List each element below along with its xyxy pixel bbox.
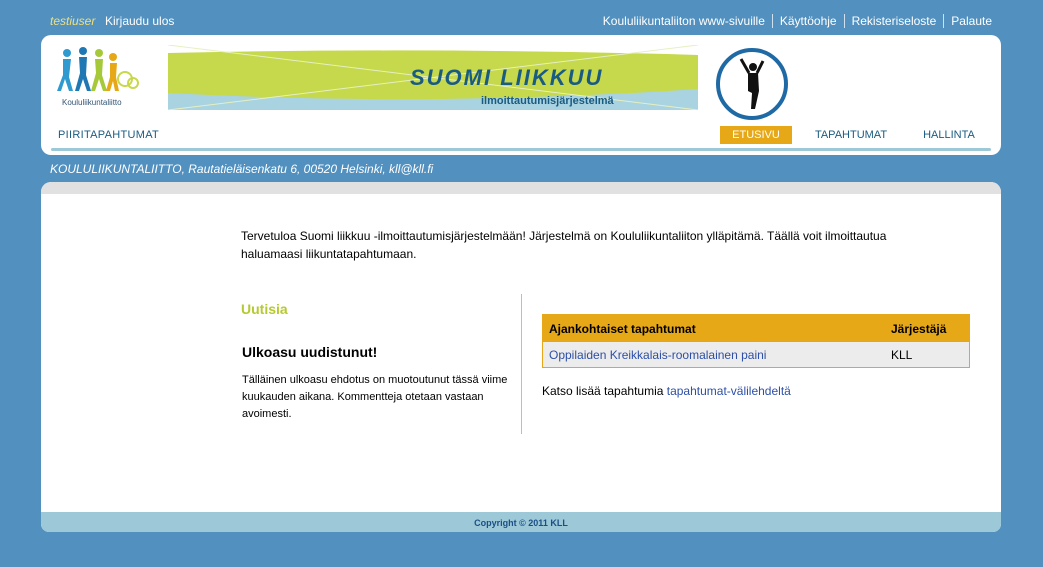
- username: testiuser: [50, 14, 96, 28]
- article-title: Ulkoasu uudistunut!: [242, 344, 378, 360]
- column-divider: [521, 294, 522, 434]
- nav-home[interactable]: ETUSIVU: [720, 126, 792, 144]
- organization-address: KOULULIIKUNTALIITTO, Rautatieläisenkatu 6, 00520 Helsinki, kll@kll.fi: [50, 162, 434, 176]
- table-header-row: [543, 315, 970, 343]
- article-text: Tälläinen ulkoasu ehdotus on muotoutunut tässä viime kuukauden aikana. Kommentteja otetaan vastaan avoimesti.: [242, 374, 508, 420]
- footer-copyright: Copyright © 2011 KLL: [41, 512, 1001, 532]
- news-heading: Uutisia: [241, 301, 288, 317]
- more-events-text: Katso lisää tapahtumia: [542, 384, 664, 398]
- header-divider: [51, 148, 991, 151]
- header: [41, 35, 1001, 155]
- main-content: [41, 182, 1001, 532]
- content-top-strip: [41, 182, 1001, 194]
- column-header-events: Ajankohtaiset tapahtumat: [543, 315, 886, 343]
- event-link[interactable]: Oppilaiden Kreikkalais-roomalainen paini: [549, 347, 767, 362]
- nav-admin[interactable]: HALLINTA: [923, 129, 975, 141]
- table-row: [543, 342, 970, 368]
- kll-website-link[interactable]: Koululiikuntaliiton www-sivuille: [602, 14, 765, 28]
- banner-subtitle: ilmoittautumisjärjestelmä: [481, 95, 614, 107]
- privacy-policy-link[interactable]: Rekisteriseloste: [844, 14, 944, 28]
- organizer-cell: KLL: [885, 342, 970, 368]
- event-cell: [543, 342, 886, 368]
- banner-title: SUOMI LIIKKUU: [410, 65, 604, 90]
- user-guide-link[interactable]: Käyttöohje: [772, 14, 844, 28]
- top-bar: [0, 0, 1043, 34]
- feedback-link[interactable]: Palaute: [943, 14, 992, 28]
- top-links: [596, 14, 992, 28]
- more-events: [542, 384, 791, 398]
- intro-text: Tervetuloa Suomi liikkuu -ilmoittautumisjärjestelmään! Järjestelmä on Koululiikuntaliiton ylläpitämä. Täällä voit ilmoittautua haluamaasi liikuntatapahtumaan.: [241, 229, 887, 261]
- events-tab-link[interactable]: tapahtumat-välilehdeltä: [666, 384, 791, 398]
- logout-link[interactable]: Kirjaudu ulos: [105, 14, 175, 28]
- events-table: [542, 314, 970, 368]
- athlete-figure-icon: [715, 47, 789, 121]
- logo-text: Koululiikuntaliitto: [62, 98, 122, 107]
- nav-district-events[interactable]: PIIRITAPAHTUMAT: [58, 129, 160, 141]
- nav-events[interactable]: TAPAHTUMAT: [814, 129, 888, 141]
- column-header-organizer: Järjestäjä: [885, 315, 970, 343]
